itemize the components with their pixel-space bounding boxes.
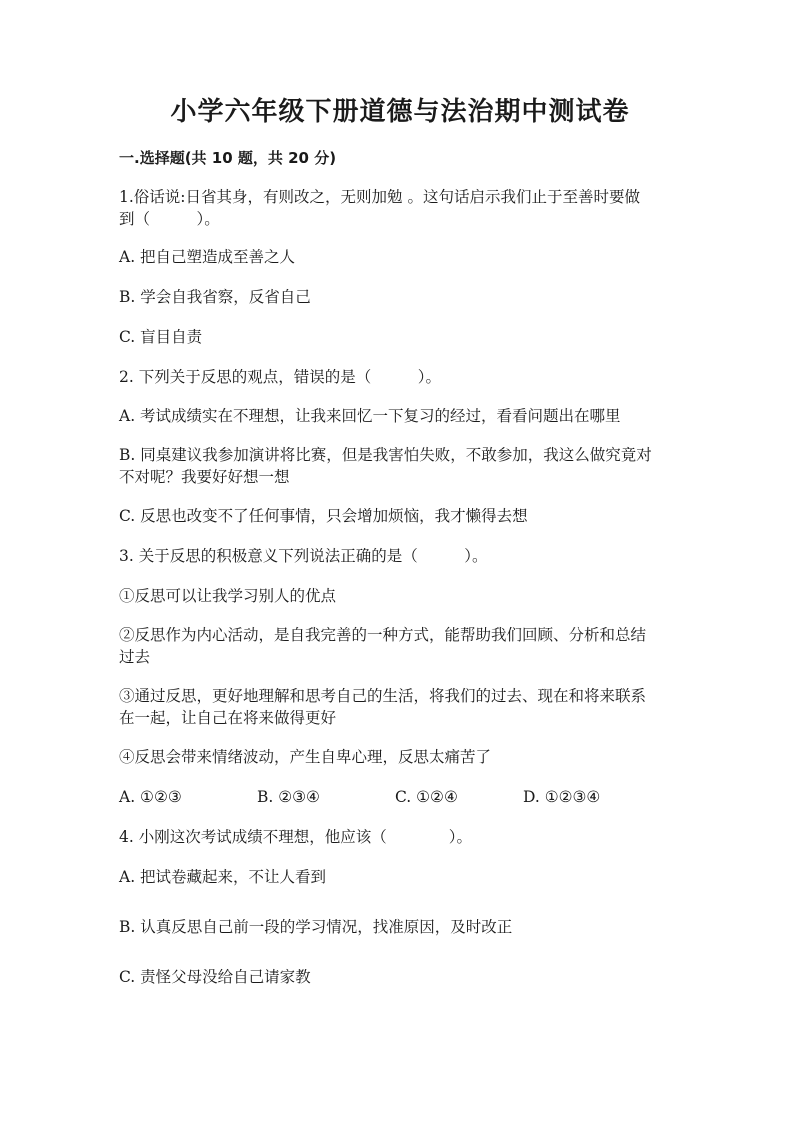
question-3-option-a: A. ①②③ — [119, 788, 182, 806]
question-2-option-b-line2: 不对呢？我要好好想一想 — [119, 468, 290, 486]
question-1-option-b: B. 学会自我省察，反省自己 — [119, 288, 311, 306]
question-4-stem: 4. 小刚这次考试成绩不理想，他应该（ ）。 — [119, 828, 472, 846]
question-1-stem-line1: 1.俗话说:日省其身，有则改之，无则加勉 。这句话启示我们止于至善时要做 — [119, 188, 640, 206]
question-2-stem: 2. 下列关于反思的观点，错误的是（ ）。 — [119, 368, 441, 386]
question-4-option-b: B. 认真反思自己前一段的学习情况，找准原因，及时改正 — [119, 918, 513, 936]
question-1-option-c: C. 盲目自责 — [119, 328, 203, 346]
page-title: 小学六年级下册道德与法治期中测试卷 — [170, 97, 630, 127]
question-4-option-c: C. 责怪父母没给自己请家教 — [119, 968, 311, 986]
question-3-statement-1: ①反思可以让我学习别人的优点 — [119, 587, 337, 605]
question-2-option-b-line1: B. 同桌建议我参加演讲将比赛，但是我害怕失败，不敢参加，我这么做究竟对 — [119, 446, 652, 464]
question-3-options — [119, 786, 719, 808]
question-2-option-c: C. 反思也改变不了任何事情，只会增加烦恼，我才懒得去想 — [119, 507, 528, 525]
question-1-stem-line2: 到（ ）。 — [119, 210, 220, 228]
question-4-option-a: A. 把试卷藏起来，不让人看到 — [119, 868, 327, 886]
question-3-statement-3-line1: ③通过反思，更好地理解和思考自己的生活，将我们的过去、现在和将来联系 — [119, 687, 647, 705]
question-3-statement-2-line2: 过去 — [119, 648, 151, 666]
question-3-statement-4: ④反思会带来情绪波动，产生自卑心理，反思太痛苦了 — [119, 748, 492, 766]
question-1-option-a: A. 把自己塑造成至善之人 — [119, 248, 296, 266]
section-heading: 一.选择题(共 10 题，共 20 分) — [119, 149, 337, 167]
question-3-option-c: C. ①②④ — [395, 788, 458, 806]
question-3-option-d: D. ①②③④ — [523, 788, 601, 806]
question-3-statement-3-line2: 在一起，让自己在将来做得更好 — [119, 709, 337, 727]
question-2-option-a: A. 考试成绩实在不理想，让我来回忆一下复习的经过，看看问题出在哪里 — [119, 407, 621, 425]
question-3-statement-2-line1: ②反思作为内心活动，是自我完善的一种方式，能帮助我们回顾、分析和总结 — [119, 626, 647, 644]
question-3-stem: 3. 关于反思的积极意义下列说法正确的是（ ）。 — [119, 547, 488, 565]
question-3-option-b: B. ②③④ — [257, 788, 320, 806]
